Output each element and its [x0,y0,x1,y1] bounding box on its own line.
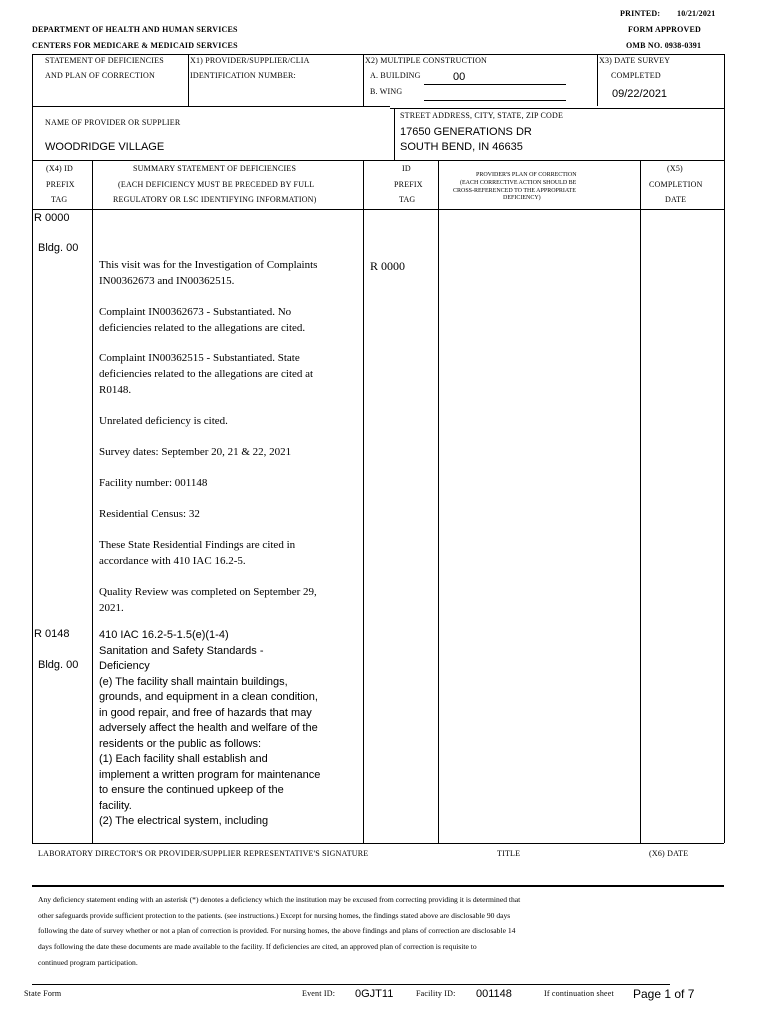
x3-label-2: COMPLETED [611,71,661,80]
x2-label: X2) MULTIPLE CONSTRUCTION [365,56,488,65]
address-label: STREET ADDRESS, CITY, STATE, ZIP CODE [400,111,564,120]
row-bldg-1: Bldg. 00 [38,242,79,254]
disclaimer-line: following the date of survey whether or not a plan of correction is provided. For nursing homes, the above findings and plans of correction are disclosable 14 [38,926,516,935]
form-approved: FORM APPROVED [628,25,702,34]
deficiency-line: implement a written program for maintenance [99,769,321,781]
col-plan-4: DEFICIENCY) [503,195,541,201]
event-id-label: Event ID: [302,989,336,998]
centers-title: CENTERS FOR MEDICARE & MEDICAID SERVICES [32,41,238,50]
col-x4-3: TAG [51,195,68,204]
col-divider-summary [363,160,364,843]
wing-label: B. WING [370,87,403,96]
address-line-2: SOUTH BEND, IN 46635 [400,141,523,153]
col-divider-id [438,160,439,843]
title-label: TITLE [497,849,521,858]
col-plan-2: (EACH CORRECTIVE ACTION SHOULD BE [460,180,577,186]
building-underline [424,84,566,85]
deficiency-line: (2) The electrical system, including [99,815,269,827]
disclaimer-line: continued program participation. [38,958,138,967]
address-line-1: 17650 GENERATIONS DR [400,126,532,138]
finding-line: Facility number: 001148 [99,477,208,489]
table-bottom-line [32,843,724,844]
deficiency-line: grounds, and equipment in a clean condition, [99,691,318,703]
disclaimer-line: Any deficiency statement ending with an asterisk (*) denotes a deficiency which the institution may be excused from correcting providing it is determined that [38,895,521,904]
omb-number: OMB NO. 0938-0391 [626,41,702,50]
deficiency-line: to ensure the continued upkeep of the [99,784,284,796]
col-x5-2: COMPLETION [649,180,703,189]
statement-label-2: AND PLAN OF CORRECTION [45,71,155,80]
deficiency-line: residents or the public as follows: [99,738,262,750]
finding-line: These State Residential Findings are cited in [99,539,296,551]
finding-line: Residential Census: 32 [99,508,200,520]
deficiency-line: Sanitation and Safety Standards - [99,645,264,657]
footer-rule [32,984,670,985]
col-id-2: PREFIX [394,180,423,189]
department-title: DEPARTMENT OF HEALTH AND HUMAN SERVICES [32,25,238,34]
wing-underline [424,100,566,101]
x3-label: X3) DATE SURVEY [599,56,671,65]
facility-id-value: 001148 [476,988,512,1000]
col-id-3: TAG [399,195,416,204]
disclaimer-line: other safeguards provide sufficient protection to the patients. (see instructions.) Except for nursing homes, the findings stated above are disclosable 90 days [38,911,511,920]
x1-label: X1) PROVIDER/SUPPLIER/CLIA [190,56,310,65]
signature-label: LABORATORY DIRECTOR'S OR PROVIDER/SUPPLIER REPRESENTATIVE'S SIGNATURE [38,849,369,858]
col-summary-2: (EACH DEFICIENCY MUST BE PRECEDED BY FULL [118,180,315,189]
printed-date: 10/21/2021 [677,9,716,18]
building-value: 00 [453,71,466,83]
col-id-1: ID [402,164,411,173]
building-label: A. BUILDING [370,71,421,80]
finding-line: This visit was for the Investigation of Complaints [99,259,318,271]
deficiency-line: (e) The facility shall maintain buildings, [99,676,288,688]
statement-label-1: STATEMENT OF DEFICIENCIES [45,56,164,65]
right-tag-r0000: R 0000 [370,259,406,273]
finding-line: IN00362673 and IN00362515. [99,275,235,287]
continuation-label: If continuation sheet [544,989,614,998]
deficiency-line: 410 IAC 16.2-5-1.5(e)(1-4) [99,629,229,641]
provider-label: NAME OF PROVIDER OR SUPPLIER [45,118,181,127]
col-summary-1: SUMMARY STATEMENT OF DEFICIENCIES [133,164,297,173]
deficiency-line: in good repair, and free of hazards that may [99,707,312,719]
deficiency-line: adversely affect the health and welfare of the [99,722,318,734]
signature-line [32,885,724,887]
col-x5-1: (X5) [667,164,683,173]
state-form-label: State Form [24,989,62,998]
col-summary-3: REGULATORY OR LSC IDENTIFYING INFORMATION) [113,195,317,204]
finding-line: Complaint IN00362515 - Substantiated. State [99,352,300,364]
col-divider-prefix [92,160,93,843]
row-tag-r0000: R 0000 [34,212,70,224]
x6-date-label: (X6) DATE [649,849,689,858]
finding-line: Unrelated deficiency is cited. [99,415,228,427]
finding-line: R0148. [99,384,132,396]
row-bldg-2: Bldg. 00 [38,659,79,671]
x1-label-2: IDENTIFICATION NUMBER: [190,71,296,80]
row-tag-r0148: R 0148 [34,628,70,640]
col-x4-2: PREFIX [46,180,75,189]
finding-line: Quality Review was completed on September 29, [99,586,317,598]
deficiency-line: facility. [99,800,132,812]
finding-line: deficiencies related to the allegations are cited at [99,368,314,380]
finding-line: Complaint IN00362673 - Substantiated. No [99,306,292,318]
col-x5-3: DATE [665,195,687,204]
page-number: Page 1 of 7 [633,987,695,1001]
deficiency-line: Deficiency [99,660,150,672]
deficiency-line: (1) Each facility shall establish and [99,753,268,765]
disclaimer-line: days following the date these documents are made available to the facility. If deficiencies are cited, an approved plan of correction is requisite to [38,942,477,951]
col-plan-1: PROVIDER'S PLAN OF CORRECTION [476,172,577,178]
col-divider-plan [640,160,641,843]
finding-line: 2021. [99,602,124,614]
col-plan-3: CROSS-REFERENCED TO THE APPROPRIATE [453,188,576,194]
provider-name: WOODRIDGE VILLAGE [45,141,165,153]
survey-completed-date: 09/22/2021 [612,88,668,100]
finding-line: deficiencies related to the allegations are cited. [99,322,306,334]
printed-label: PRINTED: [620,9,661,18]
finding-line: accordance with 410 IAC 16.2-5. [99,555,246,567]
finding-line: Survey dates: September 20, 21 & 22, 2021 [99,446,292,458]
event-id-value: 0GJT11 [355,988,394,1000]
col-x4-1: (X4) ID [46,164,73,173]
facility-id-label: Facility ID: [416,989,456,998]
